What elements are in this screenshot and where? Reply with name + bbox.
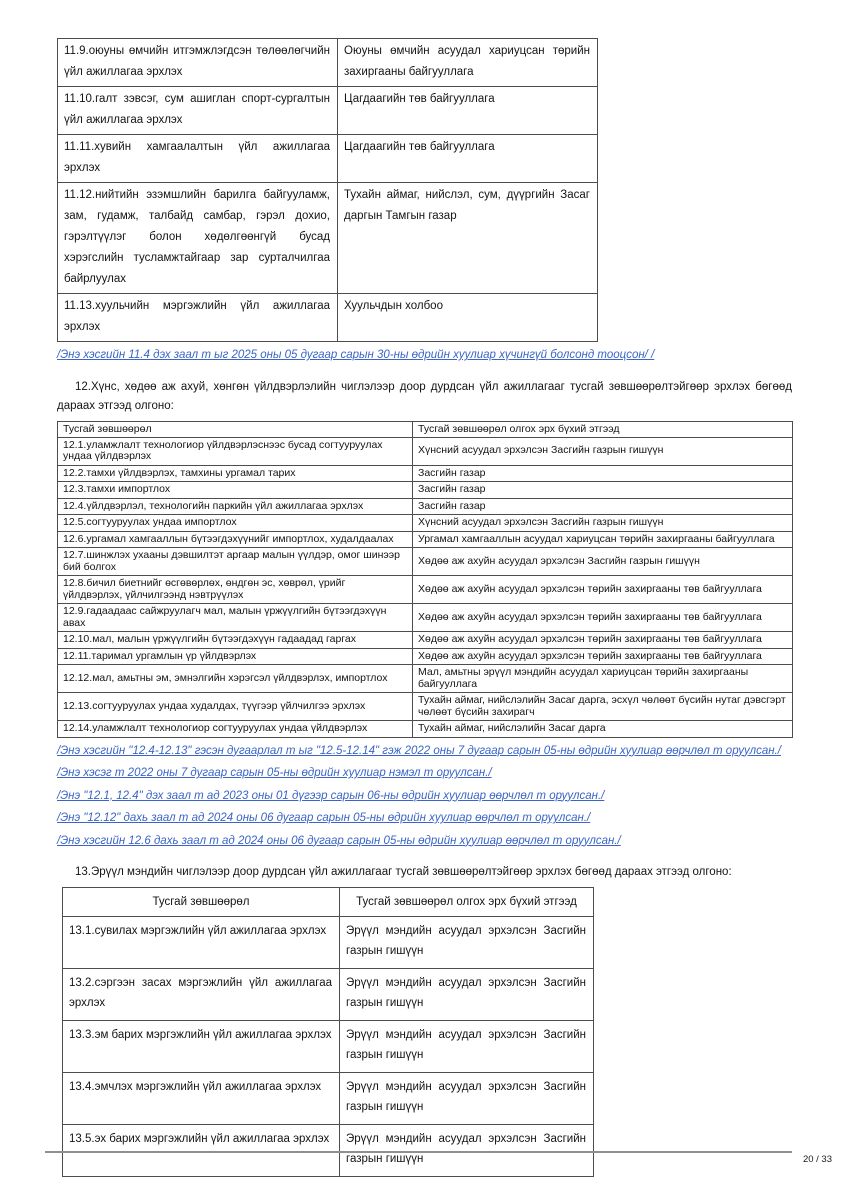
authority-cell: Мал, амьтны эрүүл мэндийн асуудал хариуцсан төрийн захиргааны байгууллага	[413, 665, 793, 693]
table-row	[63, 1021, 594, 1073]
permit-cell: 12.13.согтууруулах ундаа худалдах, түүгээр үйлчилгээ эрхлэх	[58, 693, 413, 721]
authority-cell: Эрүүл мэндийн асуудал эрхэлсэн Засгийн газрын гишүүн	[340, 1073, 594, 1125]
permit-cell: 12.7.шинжлэх ухааны дэвшилтэт аргаар малын үүлдэр, омог шинээр бий болгох	[58, 548, 413, 576]
table-row	[58, 39, 598, 87]
permit-cell: 12.10.мал, малын үржүүлгийн бүтээгдэхүүн гадаадад гаргах	[58, 632, 413, 649]
amendment-notes-12	[57, 742, 792, 851]
authority-cell: Цагдаагийн төв байгууллага	[338, 135, 598, 183]
clause-13-intro: 13.Эрүүл мэндийн чиглэлээр доор дурдсан үйл ажиллагааг тусгай зөвшөөрөлтэйгөөр эрхлэх бөгөөд дараах этгээд олгоно:	[75, 866, 732, 878]
permit-cell: 13.2.сэргээн засах мэргэжлийн үйл ажиллагаа эрхлэх	[63, 969, 340, 1021]
authority-cell: Эрүүл мэндийн асуудал эрхэлсэн Засгийн газрын гишүүн	[340, 1125, 594, 1177]
table-row	[63, 969, 594, 1021]
table-clause-13	[62, 887, 594, 1177]
authority-cell: Эрүүл мэндийн асуудал эрхэлсэн Засгийн газрын гишүүн	[340, 917, 594, 969]
permit-cell: 12.6.ургамал хамгааллын бүтээгдэхүүнийг импортлох, худалдаалах	[58, 531, 413, 548]
authority-cell: Эрүүл мэндийн асуудал эрхэлсэн Засгийн газрын гишүүн	[340, 969, 594, 1021]
amendment-note: /Энэ хэсгийн 12.6 дахь заал т ад 2024 оны 06 дугаар сарын 05-ны өдрийн хуулиар өөрчлөл т оруулсан./	[57, 834, 621, 847]
permit-cell: 12.11.таримал ургамлын үр үйлдвэрлэх	[58, 648, 413, 665]
table-row	[58, 721, 793, 738]
authority-cell: Эрүүл мэндийн асуудал эрхэлсэн Засгийн газрын гишүүн	[340, 1021, 594, 1073]
table-row	[58, 465, 793, 482]
permit-cell: 12.14.уламжлалт технологиор согтууруулах ундаа үйлдвэрлэх	[58, 721, 413, 738]
permit-cell: 13.3.эм барих мэргэжлийн үйл ажиллагаа эрхлэх	[63, 1021, 340, 1073]
authority-cell: Хуульчдын холбоо	[338, 294, 598, 342]
table-row	[58, 183, 598, 294]
permit-cell: 11.12.нийтийн эзэмшлийн барилга байгууламж, зам, гудамж, талбайд самбар, гэрэл дохио, гэрэлтүүлэг болон хөдөлгөөнгүй бусад хэрэгслийн тусламжтайгаар зар сурталчилгаа байрлуулах	[58, 183, 338, 294]
table-clause-11	[57, 38, 598, 342]
table-row	[58, 498, 793, 515]
permit-cell: 12.9.гадаадаас сайжруулагч мал, малын үржүүлгийн бүтээгдэхүүн авах	[58, 604, 413, 632]
permit-cell: 13.1.сувилах мэргэжлийн үйл ажиллагаа эрхлэх	[63, 917, 340, 969]
amendment-note-11: /Энэ хэсгийн 11.4 дэх заал т ыг 2025 оны 05 дугаар сарын 30-ны өдрийн хуулиар хүчингүй болсонд тооцсон/ /	[57, 349, 655, 361]
table-row	[58, 87, 598, 135]
table-row	[58, 693, 793, 721]
page-number: 20 / 33	[802, 1154, 832, 1165]
permit-cell: 12.2.тамхи үйлдвэрлэх, тамхины ургамал тарих	[58, 465, 413, 482]
authority-cell: Хөдөө аж ахуйн асуудал эрхэлсэн төрийн захиргааны төв байгууллага	[413, 632, 793, 649]
authority-cell: Засгийн газар	[413, 498, 793, 515]
table-row	[58, 437, 793, 465]
authority-column-header: Тусгай зөвшөөрөл олгох эрх бүхий этгээд	[340, 888, 594, 917]
authority-cell: Тухайн аймаг, нийслэл, сум, дүүргийн Засаг даргын Тамгын газар	[338, 183, 598, 294]
footer-divider	[45, 1151, 792, 1153]
permit-cell: 12.5.согтууруулах ундаа импортлох	[58, 515, 413, 532]
authority-cell: Ургамал хамгааллын асуудал хариуцсан төрийн захиргааны байгууллага	[413, 531, 793, 548]
clause-12-intro: 12.Хүнс, хөдөө аж ахуй, хөнгөн үйлдвэрлэлийн чиглэлээр доор дурдсан үйл ажиллагааг тусгай зөвшөөрөлтэйгөөр эрхлэх бөгөөд дараах этгээд олгоно:	[57, 380, 792, 412]
permit-cell: 11.11.хувийн хамгаалалтын үйл ажиллагаа эрхлэх	[58, 135, 338, 183]
table-header-row	[63, 888, 594, 917]
permit-cell: 11.10.галт зэвсэг, сум ашиглан спорт-сургалтын үйл ажиллагаа эрхлэх	[58, 87, 338, 135]
table-row	[58, 648, 793, 665]
authority-cell: Хүнсний асуудал эрхэлсэн Засгийн газрын гишүүн	[413, 515, 793, 532]
authority-cell: Хүнсний асуудал эрхэлсэн Засгийн газрын гишүүн	[413, 437, 793, 465]
authority-cell: Хөдөө аж ахуйн асуудал эрхэлсэн төрийн захиргааны төв байгууллага	[413, 604, 793, 632]
authority-cell: Цагдаагийн төв байгууллага	[338, 87, 598, 135]
authority-column-header: Тусгай зөвшөөрөл олгох эрх бүхий этгээд	[413, 421, 793, 437]
authority-cell: Хөдөө аж ахуйн асуудал эрхэлсэн төрийн захиргааны төв байгууллага	[413, 576, 793, 604]
permit-cell: 11.9.оюуны өмчийн итгэмжлэгдсэн төлөөлөгчийн үйл ажиллагаа эрхлэх	[58, 39, 338, 87]
table-clause-12	[57, 421, 793, 738]
authority-cell: Тухайн аймаг, нийслэлийн Засаг дарга, эсхүл чөлөөт бүсийн нутаг дэвсгэрт чөлөөт бүсийн захирагч	[413, 693, 793, 721]
authority-cell: Тухайн аймаг, нийслэлийн Засаг дарга	[413, 721, 793, 738]
permit-column-header: Тусгай зөвшөөрөл	[63, 888, 340, 917]
table-row	[58, 294, 598, 342]
table-row	[58, 632, 793, 649]
amendment-note: /Энэ "12.1, 12.4" дэх заал т ад 2023 оны 01 дүгээр сарын 06-ны өдрийн хуулиар өөрчлөл т оруулсан./	[57, 789, 605, 802]
permit-column-header: Тусгай зөвшөөрөл	[58, 421, 413, 437]
permit-cell: 12.12.мал, амьтны эм, эмнэлгийн хэрэгсэл үйлдвэрлэх, импортлох	[58, 665, 413, 693]
amendment-note: /Энэ хэсэг т 2022 оны 7 дугаар сарын 05-ны өдрийн хуулиар нэмэл т оруулсан./	[57, 767, 492, 779]
table-row	[58, 135, 598, 183]
permit-cell: 13.5.эх барих мэргэжлийн үйл ажиллагаа эрхлэх	[63, 1125, 340, 1177]
permit-cell: 12.4.үйлдвэрлэл, технологийн паркийн үйл ажиллагаа эрхлэх	[58, 498, 413, 515]
amendment-note: /Энэ "12.12" дахь заал т ад 2024 оны 06 дугаар сарын 05-ны өдрийн хуулиар өөрчлөл т оруулсан./	[57, 812, 591, 824]
permit-cell: 12.3.тамхи импортлох	[58, 482, 413, 499]
authority-cell: Засгийн газар	[413, 465, 793, 482]
authority-cell: Оюуны өмчийн асуудал хариуцсан төрийн захиргааны байгууллага	[338, 39, 598, 87]
table-row	[58, 576, 793, 604]
document-content	[57, 38, 792, 1177]
table-row	[58, 515, 793, 532]
table-row	[58, 665, 793, 693]
authority-cell: Засгийн газар	[413, 482, 793, 499]
table-row	[58, 531, 793, 548]
table-row	[63, 917, 594, 969]
permit-cell: 11.13.хуульчийн мэргэжлийн үйл ажиллагаа эрхлэх	[58, 294, 338, 342]
authority-cell: Хөдөө аж ахуйн асуудал эрхэлсэн Засгийн газрын гишүүн	[413, 548, 793, 576]
table-header-row	[58, 421, 793, 437]
table-row	[58, 482, 793, 499]
permit-cell: 12.8.бичил биетнийг өсгөвөрлөх, өндгөн эс, хөврөл, үрийг үйлдвэрлэх, үйлчилгээнд нэвтрүүлэх	[58, 576, 413, 604]
amendment-note: /Энэ хэсгийн "12.4-12.13" гэсэн дугаарлал т ыг "12.5-12.14" гэж 2022 оны 7 дугаар сарын 05-ны өдрийн хуулиар өөрчлөл т оруулсан./	[57, 744, 781, 757]
table-row	[63, 1073, 594, 1125]
authority-cell: Хөдөө аж ахуйн асуудал эрхэлсэн төрийн захиргааны төв байгууллага	[413, 648, 793, 665]
table-row	[58, 604, 793, 632]
table-row	[58, 548, 793, 576]
permit-cell: 12.1.уламжлалт технологиор үйлдвэрлэснээс бусад согтууруулах ундаа үйлдвэрлэх	[58, 437, 413, 465]
permit-cell: 13.4.эмчлэх мэргэжлийн үйл ажиллагаа эрхлэх	[63, 1073, 340, 1125]
